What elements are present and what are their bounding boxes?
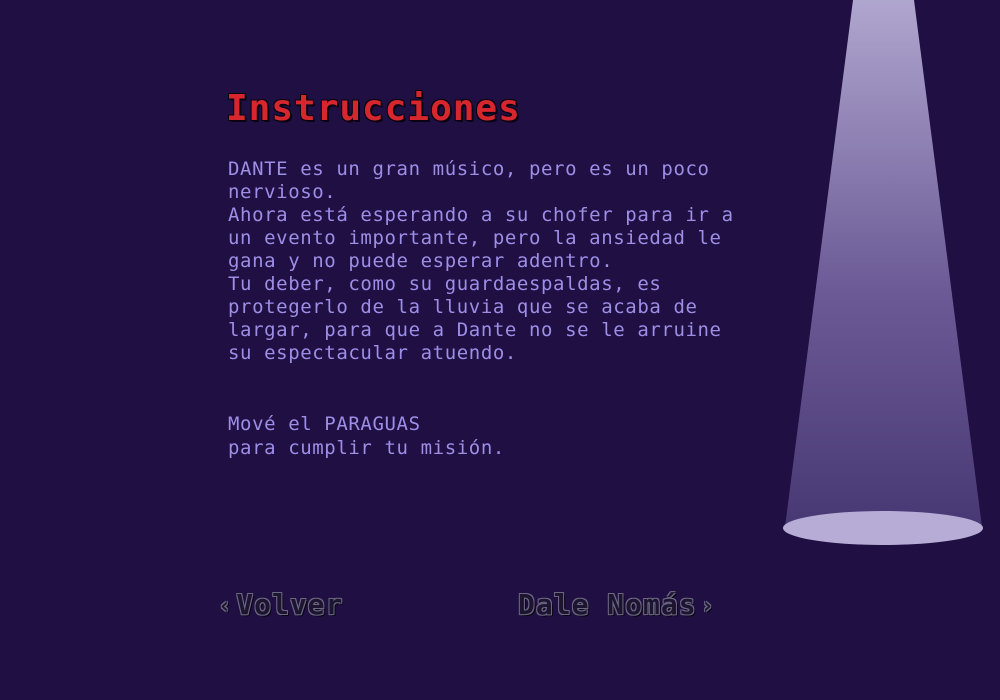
start-button[interactable] <box>518 588 719 621</box>
back-button-label: Volver <box>236 588 344 621</box>
instructions-paragraph: DANTE es un gran músico, pero es un poco nervioso. <box>228 158 710 203</box>
mission-hint <box>228 412 768 460</box>
start-button-label: Dale Nomás <box>518 588 697 621</box>
chevron-left-icon: ‹ <box>218 593 233 619</box>
hint-line: para cumplir tu misión. <box>228 437 505 459</box>
instructions-text <box>228 158 768 365</box>
spotlight-cone <box>785 0 982 527</box>
chevron-right-icon: › <box>700 593 715 619</box>
instructions-title: Instrucciones <box>226 88 521 129</box>
spotlight-floor-circle <box>783 511 983 545</box>
back-button[interactable] <box>214 588 343 621</box>
instructions-paragraph: Tu deber, como su guardaespaldas, es protegerlo de la lluvia que se acaba de largar, para que a Dante no se le arruine su espectacular atuendo. <box>228 273 722 364</box>
hint-line: Mové el PARAGUAS <box>228 413 421 435</box>
instructions-paragraph: Ahora está esperando a su chofer para ir a un evento importante, pero la ansiedad le gana y no puede esperar adentro. <box>228 204 734 272</box>
